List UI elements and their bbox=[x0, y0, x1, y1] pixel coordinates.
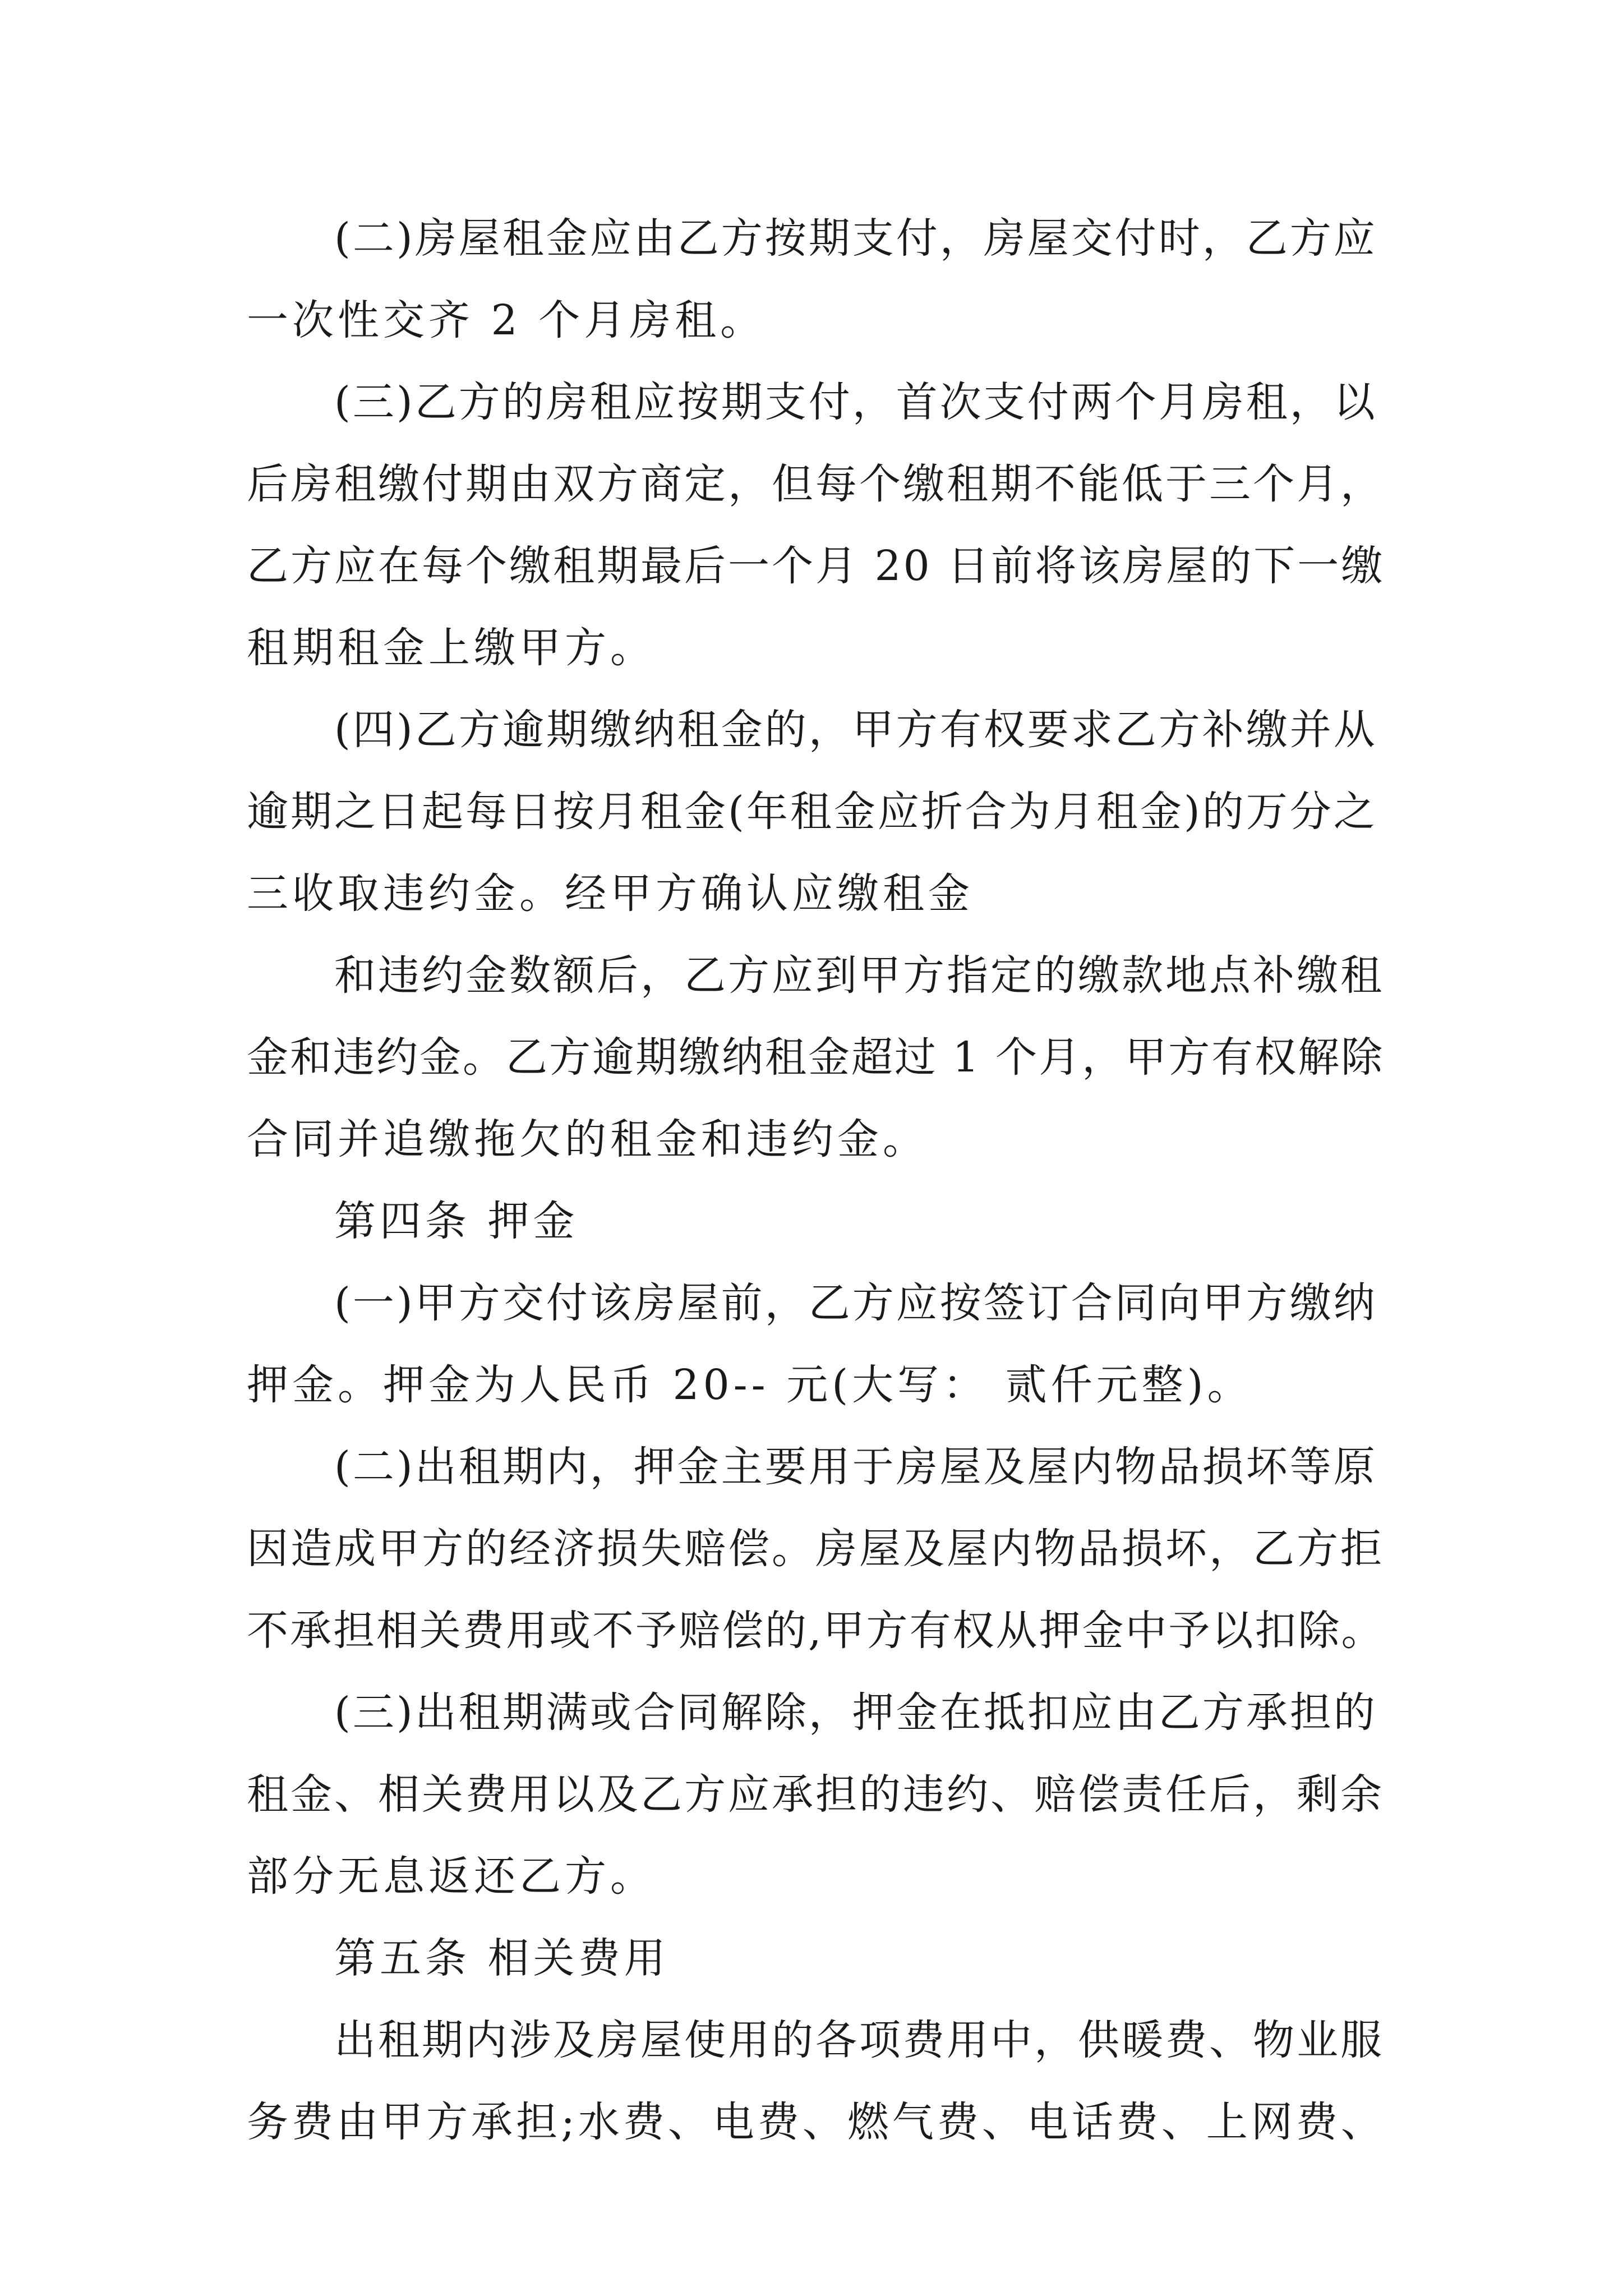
text-line: 一次性交齐 2 个月房租。 bbox=[247, 296, 766, 344]
text-line: 和违约金数额后，乙方应到甲方指定的缴款地点补缴租 bbox=[334, 951, 1384, 1000]
text-line: 逾期之日起每日按月租金(年租金应折合为月租金)的万分之 bbox=[247, 788, 1377, 836]
text-line: (二)出租期内，押金主要用于房屋及屋内物品损坏等原 bbox=[334, 1443, 1377, 1491]
text-line: 乙方应在每个缴租期最后一个月 20 日前将该房屋的下一缴 bbox=[247, 542, 1385, 590]
text-line: 务费由甲方承担;水费、电费、燃气费、电话费、上网费、 bbox=[247, 2098, 1386, 2146]
text-line: 租期租金上缴甲方。 bbox=[247, 624, 656, 672]
text-line: 三收取违约金。经甲方确认应缴租金 bbox=[247, 869, 974, 918]
text-line: (四)乙方逾期缴纳租金的，甲方有权要求乙方补缴并从 bbox=[334, 706, 1377, 754]
text-line: 合同并追缴拖欠的租金和违约金。 bbox=[247, 1115, 928, 1163]
text-line: 出租期内涉及房屋使用的各项费用中，供暖费、物业服 bbox=[334, 2016, 1384, 2064]
text-line: (三)乙方的房租应按期支付，首次支付两个月房租，以 bbox=[334, 378, 1377, 426]
text-line: 不承担相关费用或不予赔偿的,甲方有权从押金中予以扣除。 bbox=[247, 1607, 1385, 1655]
text-line: 租金、相关费用以及乙方应承担的违约、赔偿责任后，剩余 bbox=[247, 1770, 1384, 1819]
text-line: (三)出租期满或合同解除，押金在抵扣应由乙方承担的 bbox=[334, 1688, 1377, 1737]
text-line: 因造成甲方的经济损失赔偿。房屋及屋内物品损坏，乙方拒 bbox=[247, 1525, 1384, 1573]
section-heading: 第四条 押金 bbox=[334, 1197, 579, 1245]
text-line: 金和违约金。乙方逾期缴纳租金超过 1 个月，甲方有权解除 bbox=[247, 1033, 1385, 1082]
contract-text-body bbox=[247, 197, 1391, 2163]
text-line: (一)甲方交付该房屋前，乙方应按签订合同向甲方缴纳 bbox=[334, 1279, 1377, 1327]
text-line: 部分无息返还乙方。 bbox=[247, 1852, 656, 1901]
text-line: (二)房屋租金应由乙方按期支付，房屋交付时，乙方应 bbox=[334, 214, 1377, 263]
text-line: 后房租缴付期由双方商定，但每个缴租期不能低于三个月， bbox=[247, 460, 1384, 508]
text-line: 押金。押金为人民币 20-- 元(大写： 贰仟元整)。 bbox=[247, 1361, 1253, 1409]
section-heading: 第五条 相关费用 bbox=[334, 1934, 670, 1982]
